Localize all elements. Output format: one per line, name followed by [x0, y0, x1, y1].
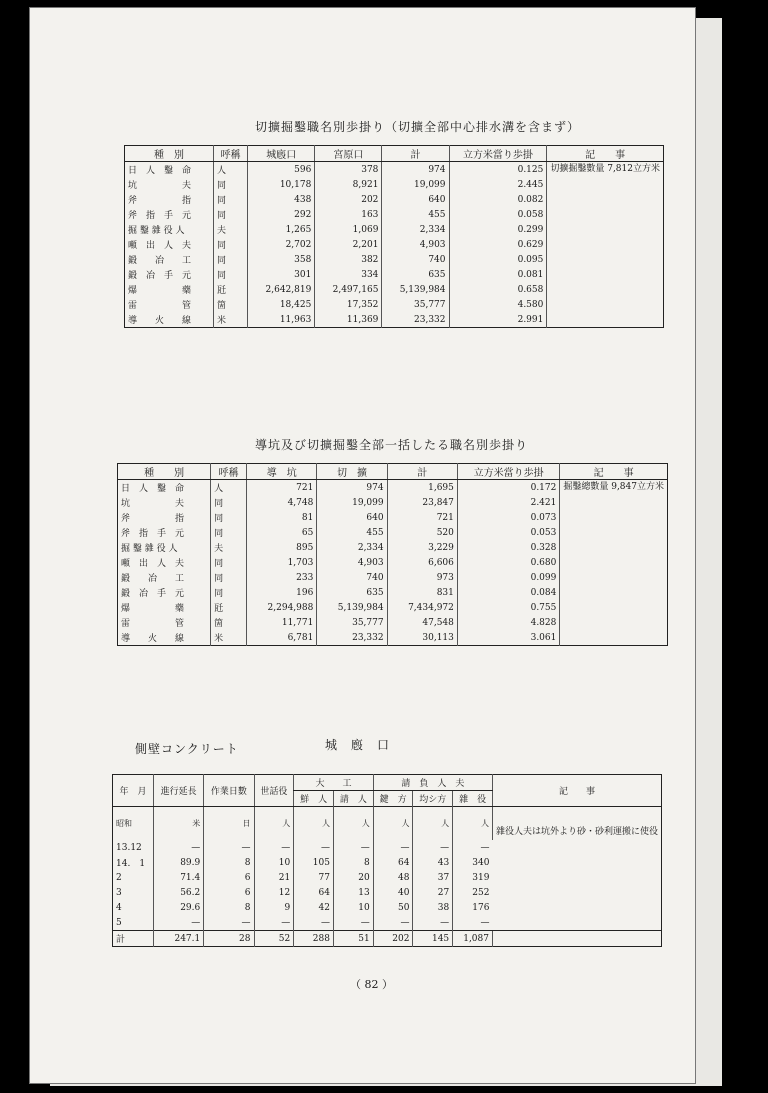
- table-cell: 0.755: [457, 600, 559, 615]
- table-cell: 鍛 冶 工: [121, 574, 185, 584]
- table-cell: 鍛 冶 手 元: [121, 589, 185, 599]
- table-cell: 同: [213, 177, 247, 192]
- table-cell: 974: [382, 162, 449, 178]
- table-cell: 81: [247, 510, 317, 525]
- table-cell: 爆 藥: [128, 286, 192, 296]
- table-cell: 35,777: [317, 615, 387, 630]
- table-cell: —: [254, 915, 294, 931]
- unit-cell: 人: [413, 807, 453, 841]
- table-row: [118, 480, 668, 496]
- table-cell: 瓩: [213, 282, 247, 297]
- table-cell: 鍛 冶 手 元: [128, 271, 192, 281]
- table-row: [113, 870, 662, 885]
- table-cell: 520: [387, 525, 457, 540]
- table-cell: 13.12: [116, 842, 142, 853]
- table-cell: 635: [382, 267, 449, 282]
- total-note-cell: [492, 931, 661, 947]
- table-cell: 日 人 鑿 命: [121, 484, 185, 494]
- table-cell: 18,425: [248, 297, 315, 312]
- table-cell: 2,334: [382, 222, 449, 237]
- table-cell: 11,963: [248, 312, 315, 328]
- table-cell: 瓩: [211, 600, 247, 615]
- table-cell: 人: [213, 162, 247, 178]
- table-cell: 箇: [213, 297, 247, 312]
- note-cell: 掘鑿總數量 9,847立方米: [560, 480, 668, 646]
- table-cell: 14. 1: [116, 859, 146, 869]
- table-cell: 4.580: [449, 297, 547, 312]
- table-row: [113, 900, 662, 915]
- header-days: 作業日數: [204, 775, 254, 807]
- table-cell: 47,548: [387, 615, 457, 630]
- table-cell: 89.9: [154, 855, 204, 870]
- table-cell: 同: [213, 267, 247, 282]
- table-cell: 831: [387, 585, 457, 600]
- table-cell: 8,921: [315, 177, 382, 192]
- table-cell: 0.680: [457, 555, 559, 570]
- subheader-ukeoi: 鍵 方: [373, 791, 413, 807]
- table-cell: 973: [387, 570, 457, 585]
- table-cell: 斧 指 手 元: [128, 211, 192, 221]
- table3-subtitle: 城 廏 口: [325, 738, 391, 752]
- table-cell: 0.172: [457, 480, 559, 496]
- column-header: 宮原口: [315, 146, 382, 162]
- table-cell: 378: [315, 162, 382, 178]
- table-cell: 721: [387, 510, 457, 525]
- note-cell: 雜役人夫は坑外より砂・砂利運搬に使役: [492, 807, 661, 841]
- table-cell: 19,099: [382, 177, 449, 192]
- table-cell: 導 火 線: [121, 634, 185, 644]
- table-cell: 301: [248, 267, 315, 282]
- header-ukeoi: 請 負 人 夫: [373, 775, 492, 791]
- table-cell: 2,201: [315, 237, 382, 252]
- table-cell: —: [333, 840, 373, 855]
- table-cell: 同: [213, 207, 247, 222]
- table-cell: 米: [213, 312, 247, 328]
- table1: [124, 145, 664, 328]
- total-cell: 計: [113, 931, 154, 947]
- table-cell: 夫: [213, 222, 247, 237]
- table3: [112, 774, 662, 947]
- table-cell: 同: [211, 510, 247, 525]
- table-cell: —: [204, 915, 254, 931]
- table-cell: 721: [247, 480, 317, 496]
- table-cell: 2,497,165: [315, 282, 382, 297]
- table-cell: 10: [254, 855, 294, 870]
- table-cell: 0.299: [449, 222, 547, 237]
- table-cell: 0.099: [457, 570, 559, 585]
- table-row: [125, 162, 664, 178]
- total-cell: 1,087: [453, 931, 493, 947]
- table-cell: 0.073: [457, 510, 559, 525]
- table-cell: 坑 夫: [121, 499, 185, 509]
- total-cell: 145: [413, 931, 453, 947]
- table-cell: 596: [248, 162, 315, 178]
- table-cell: 20: [333, 870, 373, 885]
- table-cell: 334: [315, 267, 382, 282]
- table-cell: 噸 出 人 夫: [121, 559, 185, 569]
- column-header: 立方米當り歩掛: [449, 146, 547, 162]
- table-cell: 252: [453, 885, 493, 900]
- table-cell: 0.095: [449, 252, 547, 267]
- table2-title: 導坑及び切擴掘鑿全部一括したる職名別歩掛り: [255, 438, 529, 452]
- table-cell: 340: [453, 855, 493, 870]
- total-cell: 247.1: [154, 931, 204, 947]
- table-cell: 掘 鑿 雜 役 人: [128, 226, 185, 236]
- table-cell: 9: [254, 900, 294, 915]
- total-cell: 52: [254, 931, 294, 947]
- table-cell: 8: [204, 855, 254, 870]
- table-cell: 8: [204, 900, 254, 915]
- note-cell: 切擴掘鑿數量 7,812立方米: [547, 162, 664, 328]
- page-number: （ 82 ）: [350, 978, 393, 991]
- column-header: 種 別: [118, 464, 211, 480]
- table-cell: —: [294, 840, 334, 855]
- table-cell: 43: [413, 855, 453, 870]
- table-cell: 日 人 鑿 命: [128, 166, 192, 176]
- table-cell: 人: [211, 480, 247, 496]
- column-header: 呼稱: [211, 464, 247, 480]
- subheader-ukeoi: 雜 役: [453, 791, 493, 807]
- header-daiku: 大 工: [294, 775, 373, 791]
- table-cell: 4.828: [457, 615, 559, 630]
- unit-cell: 米: [154, 807, 204, 841]
- table-cell: 5,139,984: [382, 282, 449, 297]
- header-year: 年 月: [113, 775, 154, 807]
- table-cell: 23,332: [317, 630, 387, 646]
- table-cell: 4: [116, 902, 122, 913]
- table-cell: 196: [247, 585, 317, 600]
- column-header: 切 擴: [317, 464, 387, 480]
- unit-cell: 人: [294, 807, 334, 841]
- header-length: 進行延長: [154, 775, 204, 807]
- table-cell: 163: [315, 207, 382, 222]
- table-cell: 13: [333, 885, 373, 900]
- table-cell: 0.328: [457, 540, 559, 555]
- table-cell: 同: [211, 570, 247, 585]
- table-cell: 740: [382, 252, 449, 267]
- table-cell: 10,178: [248, 177, 315, 192]
- table-cell: 438: [248, 192, 315, 207]
- table-cell: 233: [247, 570, 317, 585]
- unit-cell: 日: [204, 807, 254, 841]
- table-cell: 2: [116, 872, 122, 883]
- table-cell: 同: [211, 585, 247, 600]
- table-cell: 358: [248, 252, 315, 267]
- table-cell: 48: [373, 870, 413, 885]
- column-header: 城廏口: [248, 146, 315, 162]
- table-cell: 2,294,988: [247, 600, 317, 615]
- unit-cell: 昭和: [116, 819, 132, 828]
- table-cell: 4,903: [317, 555, 387, 570]
- table-cell: —: [453, 915, 493, 931]
- header-foreman: 世話役: [254, 775, 294, 807]
- table-cell: 同: [211, 495, 247, 510]
- table-cell: 同: [211, 555, 247, 570]
- table-cell: 740: [317, 570, 387, 585]
- table-row: [113, 885, 662, 900]
- table-cell: 30,113: [387, 630, 457, 646]
- table-cell: 斧 指: [128, 196, 192, 206]
- table-cell: 1,265: [248, 222, 315, 237]
- table-cell: 雷 管: [128, 301, 192, 311]
- table-cell: 56.2: [154, 885, 204, 900]
- table-cell: 974: [317, 480, 387, 496]
- table-cell: 292: [248, 207, 315, 222]
- table-cell: —: [373, 915, 413, 931]
- header-note: 記 事: [492, 775, 661, 807]
- table-cell: 4,748: [247, 495, 317, 510]
- table-cell: 雷 管: [121, 619, 185, 629]
- table-cell: 65: [247, 525, 317, 540]
- table-cell: 同: [213, 237, 247, 252]
- table-cell: 同: [213, 252, 247, 267]
- total-cell: 288: [294, 931, 334, 947]
- table-cell: 同: [211, 525, 247, 540]
- table-cell: 895: [247, 540, 317, 555]
- table-cell: 坑 夫: [128, 181, 192, 191]
- subheader-daiku: 鮮 人: [294, 791, 334, 807]
- column-header: 呼稱: [213, 146, 247, 162]
- unit-cell: 人: [453, 807, 493, 841]
- table-cell: 50: [373, 900, 413, 915]
- table-cell: 38: [413, 900, 453, 915]
- table-cell: —: [154, 840, 204, 855]
- table1-title: 切擴掘鑿職名別歩掛り（切擴全部中心排水溝を含まず）: [255, 120, 581, 134]
- table-cell: 2,334: [317, 540, 387, 555]
- table-cell: 箇: [211, 615, 247, 630]
- table-cell: 21: [254, 870, 294, 885]
- table-cell: 0.629: [449, 237, 547, 252]
- table-cell: —: [294, 915, 334, 931]
- total-cell: 51: [333, 931, 373, 947]
- table-cell: 27: [413, 885, 453, 900]
- table-cell: 19,099: [317, 495, 387, 510]
- table-cell: 640: [317, 510, 387, 525]
- table-cell: 64: [294, 885, 334, 900]
- table-cell: 8: [333, 855, 373, 870]
- table-cell: 319: [453, 870, 493, 885]
- table-cell: 37: [413, 870, 453, 885]
- table-cell: 2.445: [449, 177, 547, 192]
- table-cell: 導 火 線: [128, 316, 192, 326]
- table-cell: —: [413, 915, 453, 931]
- table-cell: 同: [213, 192, 247, 207]
- subheader-daiku: 請 人: [333, 791, 373, 807]
- column-header: 計: [387, 464, 457, 480]
- table-cell: 6: [204, 870, 254, 885]
- table-cell: —: [333, 915, 373, 931]
- table-cell: 6,606: [387, 555, 457, 570]
- column-header: 導 坑: [247, 464, 317, 480]
- table-cell: 3,229: [387, 540, 457, 555]
- table-row: [113, 855, 662, 870]
- column-header: 計: [382, 146, 449, 162]
- table-cell: —: [453, 840, 493, 855]
- column-header: 立方米當り歩掛: [457, 464, 559, 480]
- table-cell: 23,332: [382, 312, 449, 328]
- column-header: 記 事: [560, 464, 668, 480]
- table-cell: 2,642,819: [248, 282, 315, 297]
- table-cell: 0.658: [449, 282, 547, 297]
- table-cell: 12: [254, 885, 294, 900]
- table3-title: 側壁コンクリート: [135, 742, 239, 756]
- table-cell: 0.084: [457, 585, 559, 600]
- table-cell: 29.6: [154, 900, 204, 915]
- table-cell: 2,702: [248, 237, 315, 252]
- total-cell: 202: [373, 931, 413, 947]
- table-cell: 5,139,984: [317, 600, 387, 615]
- table-cell: 2.991: [449, 312, 547, 328]
- table-cell: 米: [211, 630, 247, 646]
- table-cell: 1,069: [315, 222, 382, 237]
- subheader-ukeoi: 均シ方: [413, 791, 453, 807]
- table-cell: 斧 指 手 元: [121, 529, 185, 539]
- table-cell: 35,777: [382, 297, 449, 312]
- table-cell: 3: [116, 887, 122, 898]
- table-cell: 105: [294, 855, 334, 870]
- table-cell: 噸 出 人 夫: [128, 241, 192, 251]
- table-cell: 455: [382, 207, 449, 222]
- table-cell: 爆 藥: [121, 604, 185, 614]
- table-cell: —: [373, 840, 413, 855]
- table-cell: 6,781: [247, 630, 317, 646]
- table-cell: 3.061: [457, 630, 559, 646]
- table-cell: 鍛 冶 工: [128, 256, 192, 266]
- table-cell: 176: [453, 900, 493, 915]
- table-cell: 掘 鑿 雜 役 人: [121, 544, 178, 554]
- table-cell: 635: [317, 585, 387, 600]
- unit-cell: 人: [254, 807, 294, 841]
- table-cell: 2.421: [457, 495, 559, 510]
- table-cell: 42: [294, 900, 334, 915]
- table-cell: 4,903: [382, 237, 449, 252]
- column-header: 種 別: [125, 146, 214, 162]
- table-cell: 10: [333, 900, 373, 915]
- column-header: 記 事: [547, 146, 664, 162]
- table-cell: 1,703: [247, 555, 317, 570]
- table-cell: 11,771: [247, 615, 317, 630]
- table-cell: —: [154, 915, 204, 931]
- table-cell: 77: [294, 870, 334, 885]
- table-cell: 0.053: [457, 525, 559, 540]
- table-cell: 40: [373, 885, 413, 900]
- table-cell: 455: [317, 525, 387, 540]
- table-row: [113, 915, 662, 931]
- table-cell: 夫: [211, 540, 247, 555]
- table-cell: 23,847: [387, 495, 457, 510]
- table-cell: 71.4: [154, 870, 204, 885]
- table-cell: 0.081: [449, 267, 547, 282]
- table-cell: 0.082: [449, 192, 547, 207]
- table-cell: 640: [382, 192, 449, 207]
- table-cell: 1,695: [387, 480, 457, 496]
- table-cell: 6: [204, 885, 254, 900]
- table-cell: 382: [315, 252, 382, 267]
- table-cell: 0.058: [449, 207, 547, 222]
- table-row: [113, 840, 662, 855]
- unit-cell: 人: [333, 807, 373, 841]
- table-cell: 斧 指: [121, 514, 185, 524]
- table-cell: 64: [373, 855, 413, 870]
- table-cell: 7,434,972: [387, 600, 457, 615]
- table-cell: 17,352: [315, 297, 382, 312]
- table-cell: 11,369: [315, 312, 382, 328]
- table2: [117, 463, 668, 646]
- total-cell: 28: [204, 931, 254, 947]
- table-cell: 5: [116, 917, 122, 928]
- unit-cell: 人: [373, 807, 413, 841]
- table-cell: —: [204, 840, 254, 855]
- table-cell: 202: [315, 192, 382, 207]
- table-cell: 0.125: [449, 162, 547, 178]
- table-cell: —: [413, 840, 453, 855]
- table-cell: —: [254, 840, 294, 855]
